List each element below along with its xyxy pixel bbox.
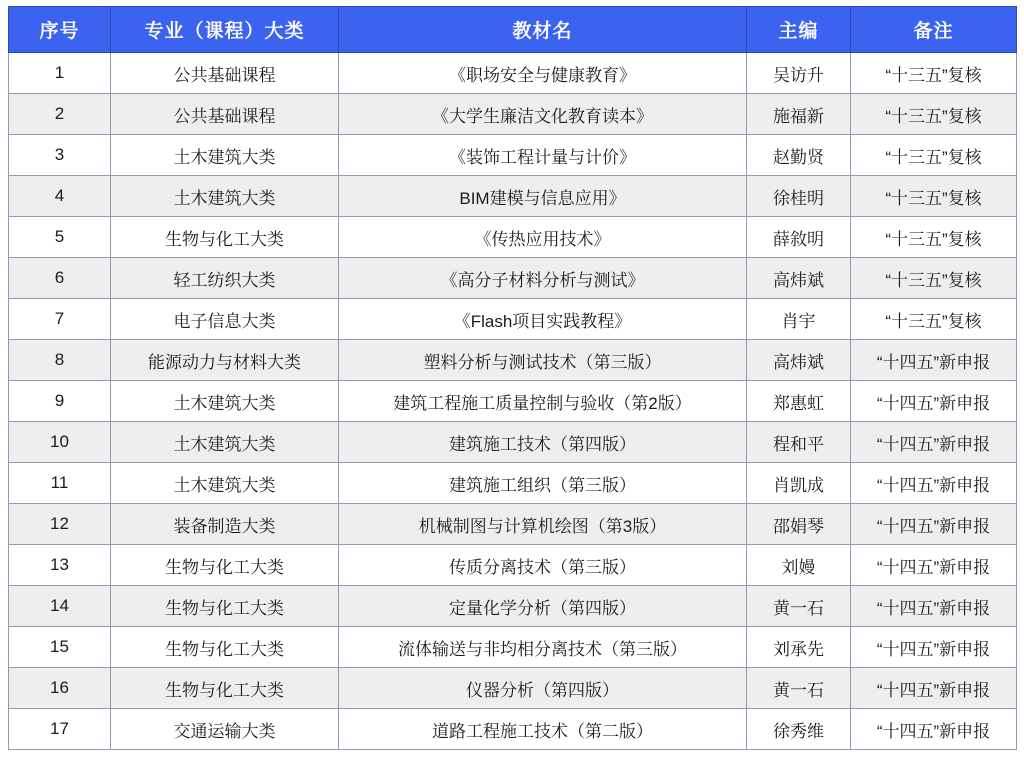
table-cell-editor: 赵勤贤 (747, 135, 851, 176)
table-cell-book: 《高分子材料分析与测试》 (339, 258, 747, 299)
table-cell-book: 《职场安全与健康教育》 (339, 53, 747, 94)
table-cell-index: 6 (9, 258, 111, 299)
table-row (9, 668, 1017, 709)
table-cell-book: 《装饰工程计量与计价》 (339, 135, 747, 176)
table-row (9, 258, 1017, 299)
table-cell-note: “十四五”新申报 (851, 668, 1017, 709)
table-cell-book: 《传热应用技术》 (339, 217, 747, 258)
table-header-row (9, 7, 1017, 53)
table-cell-note: “十四五”新申报 (851, 340, 1017, 381)
table-cell-note: “十三五”复核 (851, 53, 1017, 94)
table-cell-major: 公共基础课程 (111, 94, 339, 135)
table-cell-index: 8 (9, 340, 111, 381)
table-row (9, 586, 1017, 627)
table-cell-editor: 黄一石 (747, 586, 851, 627)
table-cell-index: 16 (9, 668, 111, 709)
table-cell-index: 5 (9, 217, 111, 258)
table-cell-editor: 刘承先 (747, 627, 851, 668)
table-cell-index: 15 (9, 627, 111, 668)
table-cell-editor: 郑惠虹 (747, 381, 851, 422)
table-row (9, 217, 1017, 258)
table-cell-major: 装备制造大类 (111, 504, 339, 545)
table-cell-note: “十四五”新申报 (851, 627, 1017, 668)
table-row (9, 504, 1017, 545)
table-cell-major: 生物与化工大类 (111, 586, 339, 627)
table-cell-book: 机械制图与计算机绘图（第3版） (339, 504, 747, 545)
table-cell-major: 轻工纺织大类 (111, 258, 339, 299)
table-cell-book: BIM建模与信息应用》 (339, 176, 747, 217)
table-cell-major: 土木建筑大类 (111, 381, 339, 422)
table-row (9, 340, 1017, 381)
table-cell-editor: 高炜斌 (747, 340, 851, 381)
table-cell-major: 土木建筑大类 (111, 463, 339, 504)
table-cell-major: 交通运输大类 (111, 709, 339, 750)
table-cell-note: “十四五”新申报 (851, 709, 1017, 750)
table-cell-editor: 高炜斌 (747, 258, 851, 299)
table-cell-editor: 徐桂明 (747, 176, 851, 217)
table-cell-book: 《Flash项目实践教程》 (339, 299, 747, 340)
table-cell-major: 能源动力与材料大类 (111, 340, 339, 381)
table-cell-note: “十三五”复核 (851, 258, 1017, 299)
table-cell-major: 生物与化工大类 (111, 668, 339, 709)
table-cell-book: 传质分离技术（第三版） (339, 545, 747, 586)
table-cell-major: 土木建筑大类 (111, 135, 339, 176)
table-cell-index: 4 (9, 176, 111, 217)
table-cell-editor: 程和平 (747, 422, 851, 463)
table-cell-editor: 邵娟琴 (747, 504, 851, 545)
table-cell-book: 塑料分析与测试技术（第三版） (339, 340, 747, 381)
table-row (9, 627, 1017, 668)
column-header-note: 备注 (851, 7, 1017, 53)
table-cell-note: “十四五”新申报 (851, 586, 1017, 627)
table-cell-index: 3 (9, 135, 111, 176)
table-cell-note: “十三五”复核 (851, 135, 1017, 176)
table-cell-note: “十三五”复核 (851, 176, 1017, 217)
table-cell-index: 9 (9, 381, 111, 422)
table-cell-major: 生物与化工大类 (111, 217, 339, 258)
table-cell-major: 生物与化工大类 (111, 627, 339, 668)
table-cell-major: 土木建筑大类 (111, 176, 339, 217)
table-cell-major: 土木建筑大类 (111, 422, 339, 463)
column-header-editor: 主编 (747, 7, 851, 53)
table-cell-note: “十三五”复核 (851, 94, 1017, 135)
table-cell-book: 流体输送与非均相分离技术（第三版） (339, 627, 747, 668)
table-cell-editor: 吴访升 (747, 53, 851, 94)
table-row (9, 94, 1017, 135)
table-row (9, 709, 1017, 750)
table-cell-note: “十四五”新申报 (851, 463, 1017, 504)
table-cell-index: 7 (9, 299, 111, 340)
table-row (9, 176, 1017, 217)
table-row (9, 381, 1017, 422)
table-row (9, 135, 1017, 176)
table-cell-book: 建筑工程施工质量控制与验收（第2版） (339, 381, 747, 422)
column-header-major: 专业（课程）大类 (111, 7, 339, 53)
table-cell-editor: 施福新 (747, 94, 851, 135)
table-cell-book: 建筑施工技术（第四版） (339, 422, 747, 463)
table-header (9, 7, 1017, 53)
table-cell-major: 电子信息大类 (111, 299, 339, 340)
table-row (9, 545, 1017, 586)
table-cell-editor: 刘嫚 (747, 545, 851, 586)
table-cell-note: “十三五”复核 (851, 217, 1017, 258)
table-cell-index: 14 (9, 586, 111, 627)
table-cell-index: 2 (9, 94, 111, 135)
table-row (9, 463, 1017, 504)
table-cell-major: 公共基础课程 (111, 53, 339, 94)
textbook-table (8, 6, 1017, 750)
table-cell-note: “十三五”复核 (851, 299, 1017, 340)
table-cell-note: “十四五”新申报 (851, 422, 1017, 463)
column-header-book: 教材名 (339, 7, 747, 53)
table-cell-index: 12 (9, 504, 111, 545)
table-cell-editor: 肖凯成 (747, 463, 851, 504)
table-cell-note: “十四五”新申报 (851, 504, 1017, 545)
table-cell-book: 仪器分析（第四版） (339, 668, 747, 709)
table-body (9, 53, 1017, 750)
table-cell-note: “十四五”新申报 (851, 381, 1017, 422)
table-cell-note: “十四五”新申报 (851, 545, 1017, 586)
table-cell-book: 建筑施工组织（第三版） (339, 463, 747, 504)
table-row (9, 299, 1017, 340)
table-row (9, 53, 1017, 94)
table-cell-index: 11 (9, 463, 111, 504)
table-cell-editor: 薛敘明 (747, 217, 851, 258)
table-cell-index: 1 (9, 53, 111, 94)
table-row (9, 422, 1017, 463)
table-cell-major: 生物与化工大类 (111, 545, 339, 586)
table-cell-editor: 黄一石 (747, 668, 851, 709)
table-cell-book: 定量化学分析（第四版） (339, 586, 747, 627)
table-cell-editor: 肖宇 (747, 299, 851, 340)
column-header-index: 序号 (9, 7, 111, 53)
table-cell-book: 《大学生廉洁文化教育读本》 (339, 94, 747, 135)
table-cell-book: 道路工程施工技术（第二版） (339, 709, 747, 750)
table-cell-index: 13 (9, 545, 111, 586)
table-cell-editor: 徐秀维 (747, 709, 851, 750)
table-cell-index: 10 (9, 422, 111, 463)
table-cell-index: 17 (9, 709, 111, 750)
